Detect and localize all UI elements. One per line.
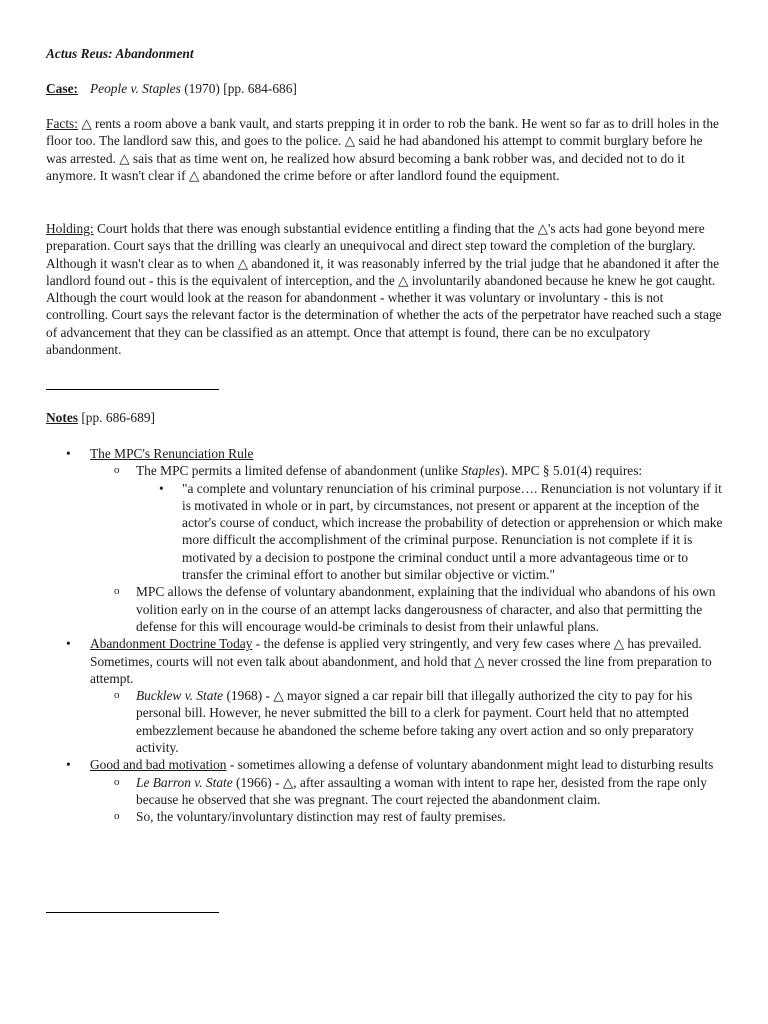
notes-pages: [pp. 686-689] xyxy=(77,410,155,425)
list-item xyxy=(46,445,726,462)
case-citation: (1970) [pp. 684-686] xyxy=(180,81,297,96)
document-title: Actus Reus: Abandonment xyxy=(46,46,194,61)
bullet-icon: • xyxy=(66,757,71,773)
list-item: o Bucklew v. State (1968) - △ mayor signed a car repair bill that illegally authorized the city to pay for his personal bill. However, he never submitted the bill to a clerk for payment. Court held that no attempted embezzlement because he abandoned the scheme before taking any overt action and so only preparatory activity. xyxy=(114,688,694,756)
circle-bullet-icon: o xyxy=(114,775,120,788)
case-name: People v. Staples xyxy=(89,81,181,96)
holding-paragraph xyxy=(46,220,726,358)
circle-bullet-icon: o xyxy=(114,689,120,702)
list-item: o Le Barron v. State (1966) - △, after assaulting a woman with intent to rape her, desisted from the rape only because he observed that she was pregnant. The court rejected the abandonment claim. xyxy=(114,774,707,807)
facts-text: △ rents a room above a bank vault, and starts prepping it in order to rob the bank. He went so far as to drill holes in the floor too. The landlord saw this, and goes to the police. △ said he had abandoned his attempt to commit burglary before he was arrested. △ sais that as time went on, he realized how absurd becoming a bank robber was, and decided not to do it anymore. It wasn't clear if △ abandoned the crime before or after landlord found the equipment. xyxy=(46,116,719,183)
mpc-quote: "a complete and voluntary renunciation of his criminal purpose…. Renunciation is not voluntary if it is motivated in whole or in part, by circumstances, not present or apparent at the inception of the actor's course of conduct, which increase the probability of detection or apprehension or which make more difficult the accomplishment of the criminal purpose. Renunciation is not complete if it is motivated by a decision to postpone the criminal conduct until a more advantageous time or to transfer the criminal effort to another but similar objective or victim." xyxy=(182,480,723,583)
list-item: • Good and bad motivation - sometimes allowing a defense of voluntary abandonment might lead to disturbing results xyxy=(66,757,714,773)
notes-label: Notes xyxy=(46,410,78,425)
holding-text: Court holds that there was enough substantial evidence entitling a finding that the △'s acts had gone beyond mere preparation. Court says that the drilling was clearly an unequivocal and direct step toward the completion of the burglary. Although it wasn't clear as to when △ abandoned it, it was reasonably inferred by the trial judge that he abandoned it after the landlord found out - this is the equivalent of interception, and the △ involuntarily abandoned because he knew he got caught. Although the court would look at the reason for abandonment - whether it was voluntary or involuntary - this is not controlling. Court says the relevant factor is the determination of whether the acts of the perpetrator have reached such a stage of advancement that they can be classified as an attempt. Once that attempt is found, there can be no exculpatory abandonment. xyxy=(46,221,722,358)
list-item: o The MPC permits a limited defense of abandonment (unlike Staples). MPC § 5.01(4) requires: xyxy=(114,463,643,479)
item-heading: Abandonment Doctrine Today xyxy=(90,636,253,652)
facts-label: Facts: xyxy=(46,116,78,131)
square-bullet-icon: • xyxy=(159,480,164,496)
circle-bullet-icon: o xyxy=(114,464,120,477)
list-item: o MPC allows the defense of voluntary abandonment, explaining that the individual who abandons of his own volition early on in the course of an attempt lacks dangerousness of character, and also that permitting the defense for this will encourage would-be criminals to desist from their unlawful plans. xyxy=(114,584,716,634)
list-item: o So, the voluntary/involuntary distinction may rest of faulty premises. xyxy=(114,809,506,825)
holding-label: Holding: xyxy=(46,221,94,236)
bullet-icon: • xyxy=(66,636,71,652)
list-item xyxy=(46,480,726,584)
facts-paragraph xyxy=(46,115,726,184)
circle-bullet-icon: o xyxy=(114,810,120,823)
section-divider xyxy=(46,389,219,390)
list-item: • Abandonment Doctrine Today - the defense is applied very stringently, and very few cases where △ has prevailed. Sometimes, courts will not even talk about abandonment, and hold that △ never crossed the line from preparation to attempt. xyxy=(66,636,712,686)
item-heading: Good and bad motivation xyxy=(90,757,227,773)
notes-list xyxy=(46,445,726,826)
notes-heading xyxy=(46,409,726,426)
circle-bullet-icon: o xyxy=(114,585,120,598)
item-heading: The MPC's Renunciation Rule xyxy=(90,446,254,461)
case-line xyxy=(46,80,726,97)
bullet-icon: • xyxy=(66,446,71,461)
case-label: Case: xyxy=(46,81,78,96)
section-divider xyxy=(46,912,219,913)
